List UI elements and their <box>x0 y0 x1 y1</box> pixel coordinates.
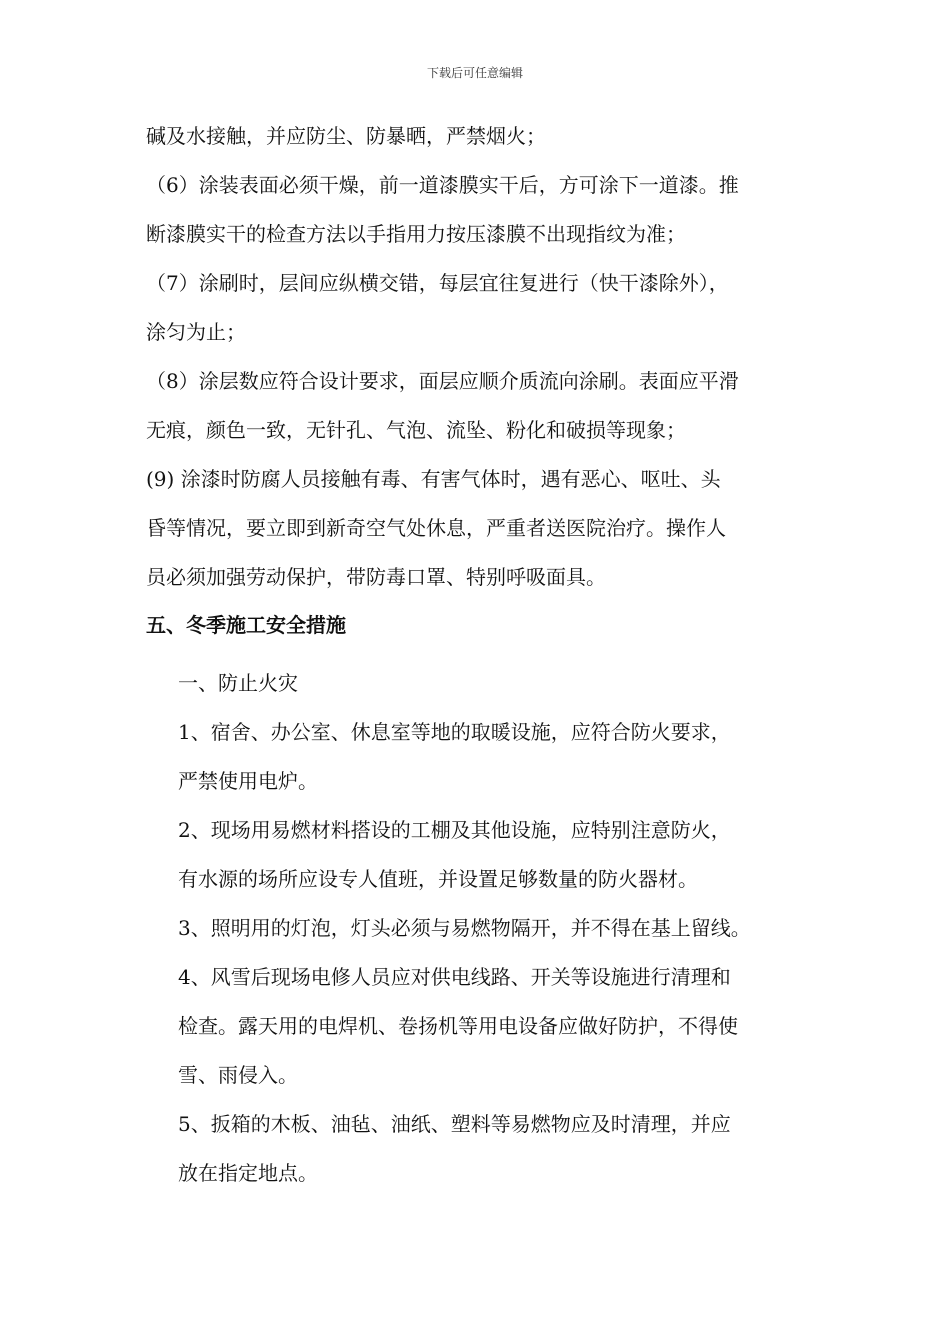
page-header-note: 下载后可任意编辑 <box>426 66 523 80</box>
paragraph-line: (9) 涂漆时防腐人员接触有毒、有害气体时，遇有恶心、呕吐、头 <box>146 467 721 491</box>
list-item-line: 雪、雨侵入。 <box>178 1063 298 1087</box>
list-item-line: 严禁使用电炉。 <box>178 769 318 793</box>
list-item-line: 4、风雪后现场电修人员应对供电线路、开关等设施进行清理和 <box>178 965 731 989</box>
list-item-line: 3、照明用的灯泡，灯头必须与易燃物隔开，并不得在基上留线。 <box>178 916 751 940</box>
list-item-line: 5、扳箱的木板、油毡、油纸、塑料等易燃物应及时清理，并应 <box>178 1112 731 1136</box>
paragraph-line: （7）涂刷时，层间应纵横交错，每层宜往复进行（快干漆除外）， <box>146 271 729 295</box>
list-item-line: 放在指定地点。 <box>178 1161 318 1185</box>
paragraph-line: 断漆膜实干的检查方法以手指用力按压漆膜不出现指纹为准； <box>146 222 686 246</box>
section-heading: 五、冬季施工安全措施 <box>146 613 346 637</box>
subsection-heading: 一、防止火灾 <box>178 671 298 695</box>
paragraph-line: 员必须加强劳动保护，带防毒口罩、特别呼吸面具。 <box>146 565 606 589</box>
paragraph-line: 碱及水接触，并应防尘、防暴晒，严禁烟火； <box>146 124 546 148</box>
paragraph-line: 昏等情况，要立即到新奇空气处休息，严重者送医院治疗。操作人 <box>146 516 726 540</box>
paragraph-line: 无痕，颜色一致，无针孔、气泡、流坠、粉化和破损等现象； <box>146 418 686 442</box>
list-item-line: 检查。露天用的电焊机、卷扬机等用电设备应做好防护，不得使 <box>178 1014 738 1038</box>
paragraph-line: （8）涂层数应符合设计要求，面层应顺介质流向涂刷。表面应平滑 <box>146 369 739 393</box>
paragraph-line: 涂匀为止； <box>146 320 246 344</box>
list-item-line: 有水源的场所应设专人值班，并设置足够数量的防火器材。 <box>178 867 698 891</box>
list-item-line: 1、宿舍、办公室、休息室等地的取暖设施，应符合防火要求， <box>178 720 731 744</box>
paragraph-line: （6）涂装表面必须干燥，前一道漆膜实干后，方可涂下一道漆。推 <box>146 173 739 197</box>
list-item-line: 2、现场用易燃材料搭设的工棚及其他设施，应特别注意防火， <box>178 818 731 842</box>
